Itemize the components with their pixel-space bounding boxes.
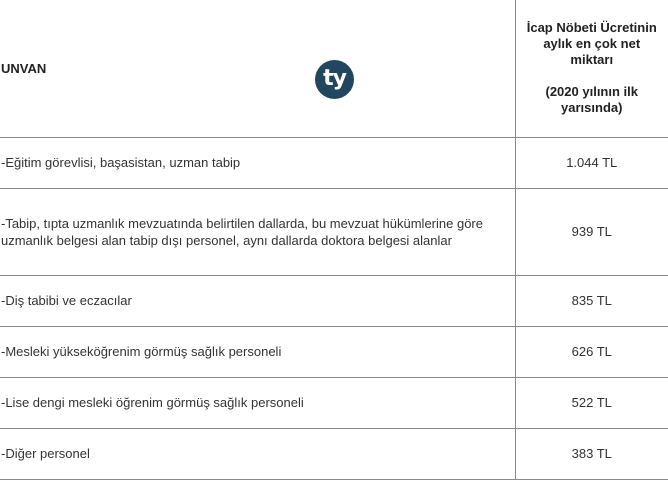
ty-logo-icon: ty [315,60,354,99]
header-ucret-line: yarısında) [561,100,623,116]
cell-unvan: -Mesleki yükseköğrenim görmüş sağlık personeli [0,326,515,377]
cell-ucret: 835 TL [515,275,668,326]
header-ucret [515,0,668,137]
cell-unvan: -Eğitim görevlisi, başasistan, uzman tabip [0,137,515,188]
cell-ucret: 939 TL [515,188,668,275]
table-row [0,137,668,188]
cell-ucret: 626 TL [515,326,668,377]
header-ucret-line: miktarı [570,52,614,68]
cell-ucret: 522 TL [515,377,668,428]
cell-unvan: -Tabip, tıpta uzmanlık mevzuatında belirtilen dallarda, bu mevzuat hükümlerine göre uzmanlık belgesi alan tabip dışı personel, aynı dallarda doktora belgesi alanlar [0,188,515,275]
header-unvan: UNVAN [0,0,515,137]
table-row [0,275,668,326]
header-ucret-line: (2020 yılının ilk [545,84,638,100]
table-row [0,428,668,479]
cell-unvan: -Diş tabibi ve eczacılar [0,275,515,326]
cell-ucret: 383 TL [515,428,668,479]
table-row [0,377,668,428]
table-row [0,326,668,377]
header-ucret-line: İcap Nöbeti Ücretinin [526,20,657,36]
header-ucret-line: aylık en çok net [543,36,641,52]
table-row [0,188,668,275]
cell-ucret: 1.044 TL [515,137,668,188]
cell-unvan: -Diğer personel [0,428,515,479]
cell-unvan: -Lise dengi mesleki öğrenim görmüş sağlık personeli [0,377,515,428]
header-gap [520,68,665,84]
